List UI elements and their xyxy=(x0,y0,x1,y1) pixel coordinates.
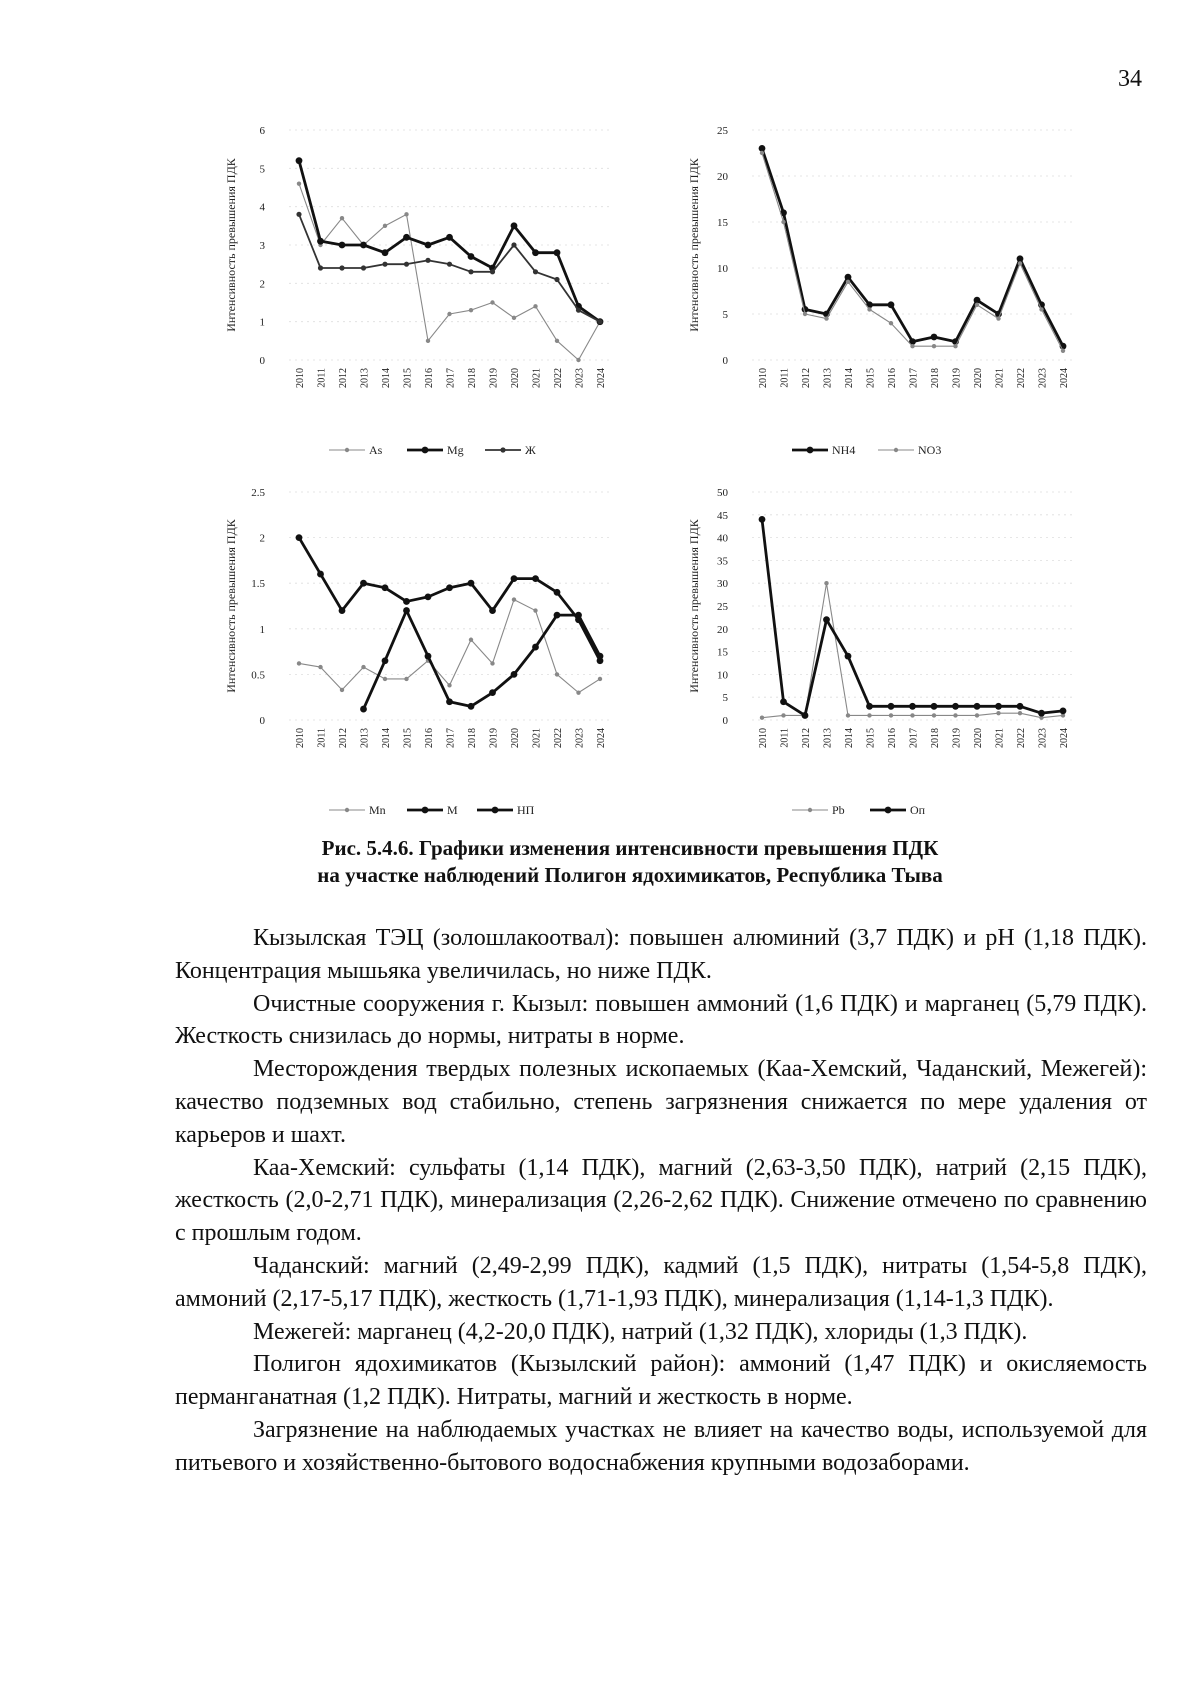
data-point-нп xyxy=(468,703,475,710)
x-tick-label: 2010 xyxy=(758,368,769,388)
data-point-mn xyxy=(490,661,494,665)
x-tick-label: 2014 xyxy=(381,728,392,748)
data-point-mn xyxy=(361,665,365,669)
legend-marker-mg xyxy=(422,447,429,454)
x-tick-label: 2020 xyxy=(973,368,984,388)
data-point-ж xyxy=(447,262,452,267)
legend-marker-нп xyxy=(492,807,499,814)
data-point-mg xyxy=(554,249,561,256)
x-tick-label: 2016 xyxy=(424,368,435,388)
data-point-mg xyxy=(317,238,324,245)
y-tick-label: 5 xyxy=(259,163,265,176)
data-point-pb xyxy=(910,713,914,717)
x-tick-label: 2019 xyxy=(488,728,500,748)
x-tick-label: 2021 xyxy=(994,728,1006,748)
y-tick-label: 35 xyxy=(717,555,728,568)
data-point-m xyxy=(425,593,432,600)
data-point-as xyxy=(383,224,387,228)
data-point-нп xyxy=(511,671,518,678)
data-point-as xyxy=(426,339,430,343)
data-point-оп xyxy=(952,703,959,710)
legend-label-no3: NO3 xyxy=(918,443,942,457)
y-tick-label: 5 xyxy=(722,309,728,321)
x-tick-label: 2010 xyxy=(758,728,769,748)
x-tick-label: 2015 xyxy=(865,728,877,748)
data-point-mg xyxy=(446,234,453,241)
data-point-pb xyxy=(760,716,764,720)
data-point-pb xyxy=(932,713,936,717)
legend-marker-ж xyxy=(500,447,505,452)
data-point-оп xyxy=(888,703,895,710)
x-tick-label: 2012 xyxy=(338,368,349,388)
x-tick-label: 2019 xyxy=(951,368,963,388)
data-point-nh4 xyxy=(845,274,852,281)
data-point-no3 xyxy=(1039,307,1043,311)
data-point-no3 xyxy=(1018,261,1022,265)
x-tick-label: 2010 xyxy=(295,728,306,748)
x-tick-label: 2013 xyxy=(822,368,834,388)
figure-caption-line1: Рис. 5.4.6. Графики изменения интенсивности превышения ПДК xyxy=(321,836,939,860)
legend-marker-no3 xyxy=(894,448,898,452)
data-point-ж xyxy=(468,269,473,274)
x-tick-label: 2021 xyxy=(531,368,543,388)
x-tick-label: 2011 xyxy=(316,368,328,388)
x-tick-label: 2019 xyxy=(951,728,963,748)
data-point-no3 xyxy=(1061,349,1065,353)
page-number: 34 xyxy=(1118,66,1142,92)
x-tick-label: 2024 xyxy=(1059,728,1070,748)
x-tick-label: 2014 xyxy=(844,728,855,748)
data-point-no3 xyxy=(932,344,936,348)
data-point-nh4 xyxy=(974,297,981,304)
data-point-as xyxy=(340,216,344,220)
paragraph: Каа-Хемский: сульфаты (1,14 ПДК), магний (2,63-3,50 ПДК), натрий (2,15 ПДК), жесткость (2,0-2,71 ПДК), минерализация (2,26-2,62 ПДК). Снижение отмечено по сравнению с прошлым годом. xyxy=(175,1154,1147,1247)
data-point-no3 xyxy=(975,303,979,307)
paragraph: Загрязнение на наблюдаемых участках не влияет на качество воды, используемой для питьевого и хозяйственно-бытового водоснабжения крупными водозаборами. xyxy=(175,1416,1147,1476)
y-tick-label: 40 xyxy=(717,532,728,545)
paragraph: Полигон ядохимикатов (Кызылский район): аммоний (1,47 ПДК) и окисляемость перманганатная (1,2 ПДК). Нитраты, магний и жесткость в норме. xyxy=(175,1351,1147,1411)
x-tick-label: 2010 xyxy=(295,368,306,388)
data-point-no3 xyxy=(910,344,914,348)
y-tick-label: 4 xyxy=(259,201,265,214)
data-point-pb xyxy=(1018,711,1022,715)
data-point-mg xyxy=(425,242,432,249)
data-point-m xyxy=(446,584,453,591)
data-point-нп xyxy=(446,698,453,705)
data-point-m xyxy=(296,534,303,541)
y-tick-label: 0 xyxy=(259,715,265,727)
data-point-оп xyxy=(1060,707,1067,714)
data-point-as xyxy=(297,181,301,185)
x-tick-label: 2020 xyxy=(510,728,521,748)
data-point-nh4 xyxy=(931,334,938,341)
data-point-нп xyxy=(597,653,604,660)
y-tick-label: 3 xyxy=(259,240,265,252)
x-tick-label: 2014 xyxy=(844,368,855,388)
y-tick-label: 0 xyxy=(259,355,265,367)
x-tick-label: 2023 xyxy=(1037,728,1049,748)
data-point-оп xyxy=(1038,710,1045,717)
y-tick-label: 2.5 xyxy=(251,487,265,499)
y-tick-label: 5 xyxy=(722,692,728,705)
x-tick-label: 2023 xyxy=(574,368,586,388)
x-tick-label: 2022 xyxy=(553,368,564,388)
data-point-ж xyxy=(425,258,430,263)
paragraph: Кызылская ТЭЦ (золошлакоотвал): повышен алюминий (3,7 ПДК) и pH (1,18 ПДК). Концентрация мышьяка увеличилась, но ниже ПДК. xyxy=(175,925,1147,984)
data-point-mg xyxy=(296,157,303,164)
data-point-as xyxy=(512,316,516,320)
x-tick-label: 2016 xyxy=(424,728,435,748)
x-tick-label: 2022 xyxy=(553,728,564,748)
data-point-pb xyxy=(846,713,850,717)
data-point-pb xyxy=(975,713,979,717)
data-point-pb xyxy=(867,713,871,717)
x-tick-label: 2021 xyxy=(531,728,543,748)
x-tick-label: 2014 xyxy=(381,368,392,388)
y-tick-label: 15 xyxy=(717,646,728,659)
data-point-no3 xyxy=(953,344,957,348)
x-tick-label: 2013 xyxy=(359,728,371,748)
data-point-as xyxy=(469,308,473,312)
figure-caption xyxy=(280,835,980,889)
data-point-as xyxy=(555,339,559,343)
data-point-mn xyxy=(555,672,559,676)
data-point-оп xyxy=(974,703,981,710)
x-tick-label: 2016 xyxy=(887,728,898,748)
y-tick-label: 0 xyxy=(722,355,728,367)
data-point-оп xyxy=(845,653,852,660)
data-point-no3 xyxy=(889,321,893,325)
x-tick-label: 2011 xyxy=(779,728,791,748)
data-point-m xyxy=(511,575,518,582)
data-point-mn xyxy=(404,677,408,681)
data-point-no3 xyxy=(781,220,785,224)
data-point-mn xyxy=(297,661,301,665)
y-axis-label: Интенсивность превышения ПДК xyxy=(687,519,701,693)
data-point-mg xyxy=(360,242,367,249)
x-tick-label: 2024 xyxy=(596,728,607,748)
data-point-mn xyxy=(318,665,322,669)
data-point-m xyxy=(382,584,389,591)
data-point-mg xyxy=(403,234,410,241)
y-tick-label: 45 xyxy=(717,509,728,522)
legend-label-nh4: NH4 xyxy=(832,443,856,457)
data-point-оп xyxy=(780,698,787,705)
data-point-нп xyxy=(360,706,367,713)
chart-nh4-no3 xyxy=(688,120,1143,470)
paragraph: Очистные сооружения г. Кызыл: повышен аммоний (1,6 ПДК) и марганец (5,79 ПДК). Жесткость снизилась до нормы, нитраты в норме. xyxy=(175,990,1147,1050)
data-point-ж xyxy=(361,265,366,270)
data-point-оп xyxy=(909,703,916,710)
data-point-m xyxy=(554,589,561,596)
data-point-no3 xyxy=(867,307,871,311)
data-point-ж xyxy=(576,308,581,313)
data-point-as xyxy=(533,304,537,308)
y-tick-label: 2 xyxy=(259,278,265,291)
x-tick-label: 2016 xyxy=(887,368,898,388)
x-tick-label: 2015 xyxy=(402,728,414,748)
legend-label-m: M xyxy=(447,803,458,817)
y-tick-label: 20 xyxy=(717,171,728,183)
data-point-нп xyxy=(489,689,496,696)
x-tick-label: 2022 xyxy=(1016,728,1027,748)
y-tick-label: 1.5 xyxy=(251,578,265,591)
legend-label-оп: Оп xyxy=(910,803,926,817)
data-point-m xyxy=(532,575,539,582)
x-tick-label: 2017 xyxy=(445,368,457,388)
data-point-mn xyxy=(512,597,516,601)
x-tick-label: 2012 xyxy=(801,728,812,748)
legend-marker-m xyxy=(422,807,429,814)
legend-marker-оп xyxy=(885,807,892,814)
data-point-no3 xyxy=(996,316,1000,320)
data-point-нп xyxy=(554,612,561,619)
data-point-ж xyxy=(318,265,323,270)
y-tick-label: 50 xyxy=(717,487,728,499)
data-point-mg xyxy=(339,242,346,249)
x-tick-label: 2013 xyxy=(359,368,371,388)
series-line-as xyxy=(299,184,600,360)
data-point-оп xyxy=(931,703,938,710)
y-tick-label: 1 xyxy=(259,623,265,636)
legend-label-mg: Mg xyxy=(447,443,464,457)
x-tick-label: 2017 xyxy=(908,728,920,748)
legend-label-mn: Mn xyxy=(369,803,386,817)
series-line-m xyxy=(299,538,600,661)
data-point-оп xyxy=(995,703,1002,710)
data-point-mn xyxy=(340,688,344,692)
data-point-as xyxy=(490,300,494,304)
data-point-pb xyxy=(953,713,957,717)
data-point-оп xyxy=(866,703,873,710)
data-point-mn xyxy=(576,690,580,694)
data-point-pb xyxy=(824,581,828,585)
series-line-оп xyxy=(762,519,1063,715)
data-point-ж xyxy=(296,212,301,217)
x-tick-label: 2019 xyxy=(488,368,500,388)
x-tick-label: 2024 xyxy=(1059,368,1070,388)
x-tick-label: 2022 xyxy=(1016,368,1027,388)
data-point-ж xyxy=(404,262,409,267)
x-tick-label: 2023 xyxy=(574,728,586,748)
data-point-as xyxy=(447,312,451,316)
data-point-ж xyxy=(533,269,538,274)
y-tick-label: 10 xyxy=(717,263,728,275)
legend-marker-mn xyxy=(345,808,349,812)
data-point-mn xyxy=(598,677,602,681)
data-point-нп xyxy=(403,607,410,614)
data-point-pb xyxy=(781,713,785,717)
y-axis-label: Интенсивность превышения ПДК xyxy=(224,519,238,693)
y-tick-label: 2 xyxy=(259,532,265,545)
data-point-нп xyxy=(575,612,582,619)
data-point-nh4 xyxy=(759,145,766,152)
data-point-no3 xyxy=(824,316,828,320)
data-point-ж xyxy=(339,265,344,270)
legend-label-нп: НП xyxy=(517,803,535,817)
x-tick-label: 2020 xyxy=(973,728,984,748)
legend-marker-as xyxy=(345,448,349,452)
data-point-m xyxy=(489,607,496,614)
data-point-pb xyxy=(889,713,893,717)
data-point-оп xyxy=(759,516,766,523)
data-point-mn xyxy=(447,683,451,687)
chart-as-mg-hardness xyxy=(225,120,680,470)
data-point-m xyxy=(339,607,346,614)
y-tick-label: 30 xyxy=(717,578,728,591)
data-point-as xyxy=(576,358,580,362)
data-point-mn xyxy=(383,677,387,681)
x-tick-label: 2012 xyxy=(338,728,349,748)
data-point-оп xyxy=(823,616,830,623)
legend-label-ж: Ж xyxy=(525,443,536,457)
data-point-m xyxy=(317,571,324,578)
legend-marker-pb xyxy=(808,808,812,812)
y-tick-label: 15 xyxy=(717,217,728,229)
x-tick-label: 2017 xyxy=(445,728,457,748)
data-point-оп xyxy=(802,712,809,719)
data-point-нп xyxy=(425,653,432,660)
x-tick-label: 2013 xyxy=(822,728,834,748)
paragraph: Месторождения твердых полезных ископаемых (Каа-Хемский, Чаданский, Межегей): качество подземных вод стабильно, степень загрязнения снижается по мере удаления от карьеров и шахт. xyxy=(175,1056,1147,1148)
series-line-нп xyxy=(364,611,601,709)
y-tick-label: 1 xyxy=(259,316,265,329)
x-tick-label: 2018 xyxy=(467,728,478,748)
data-point-as xyxy=(404,212,408,216)
x-tick-label: 2011 xyxy=(316,728,328,748)
y-axis-label: Интенсивность превышения ПДК xyxy=(687,158,701,332)
paragraph: Межегей: марганец (4,2-20,0 ПДК), натрий (1,32 ПДК), хлориды (1,3 ПДК). xyxy=(253,1318,1028,1345)
y-tick-label: 0.5 xyxy=(251,669,265,682)
x-tick-label: 2021 xyxy=(994,368,1006,388)
data-point-mg xyxy=(532,249,539,256)
y-tick-label: 20 xyxy=(717,623,728,636)
data-point-оп xyxy=(1017,703,1024,710)
paragraph: Чаданский: магний (2,49-2,99 ПДК), кадмий (1,5 ПДК), нитраты (1,54-5,8 ПДК), аммоний (2,17-5,17 ПДК), жесткость (1,71-1,93 ПДК), минерализация (1,14-1,3 ПДК). xyxy=(175,1252,1147,1312)
data-point-m xyxy=(403,598,410,605)
data-point-pb xyxy=(996,711,1000,715)
x-tick-label: 2011 xyxy=(779,368,791,388)
data-point-m xyxy=(360,580,367,587)
y-tick-label: 25 xyxy=(717,601,728,613)
y-axis-label: Интенсивность превышения ПДК xyxy=(224,158,238,332)
chart-mn-m-np xyxy=(225,482,680,830)
data-point-ж xyxy=(597,319,602,324)
x-tick-label: 2018 xyxy=(930,368,941,388)
data-point-mg xyxy=(468,253,475,260)
data-point-no3 xyxy=(846,280,850,284)
x-tick-label: 2020 xyxy=(510,368,521,388)
y-tick-label: 6 xyxy=(259,125,265,137)
figure-caption-line2: на участке наблюдений Полигон ядохимикатов, Республика Тыва xyxy=(317,863,943,887)
data-point-no3 xyxy=(760,151,764,155)
series-line-nh4 xyxy=(762,148,1063,346)
legend-label-as: As xyxy=(369,443,383,457)
series-line-mg xyxy=(299,161,600,322)
x-tick-label: 2018 xyxy=(467,368,478,388)
data-point-нп xyxy=(532,644,539,651)
data-point-ж xyxy=(554,277,559,282)
data-point-no3 xyxy=(803,312,807,316)
body-text xyxy=(175,922,1147,1480)
data-point-mg xyxy=(511,222,518,229)
data-point-nh4 xyxy=(1017,255,1024,262)
data-point-ж xyxy=(490,269,495,274)
x-tick-label: 2023 xyxy=(1037,368,1049,388)
data-point-mg xyxy=(382,249,389,256)
x-tick-label: 2024 xyxy=(596,368,607,388)
series-line-no3 xyxy=(762,153,1063,351)
data-point-нп xyxy=(382,657,389,664)
data-point-nh4 xyxy=(888,301,895,308)
data-point-m xyxy=(468,580,475,587)
data-point-mn xyxy=(533,608,537,612)
y-tick-label: 25 xyxy=(717,125,728,137)
data-point-mn xyxy=(469,638,473,642)
x-tick-label: 2012 xyxy=(801,368,812,388)
x-tick-label: 2015 xyxy=(865,368,877,388)
chart-pb-op xyxy=(688,482,1143,830)
x-tick-label: 2017 xyxy=(908,368,920,388)
y-tick-label: 0 xyxy=(722,715,728,727)
data-point-ж xyxy=(382,262,387,267)
data-point-ж xyxy=(511,242,516,247)
y-tick-label: 10 xyxy=(717,669,728,682)
x-tick-label: 2015 xyxy=(402,368,414,388)
x-tick-label: 2018 xyxy=(930,728,941,748)
legend-marker-nh4 xyxy=(807,447,814,454)
legend-label-pb: Pb xyxy=(832,803,845,817)
